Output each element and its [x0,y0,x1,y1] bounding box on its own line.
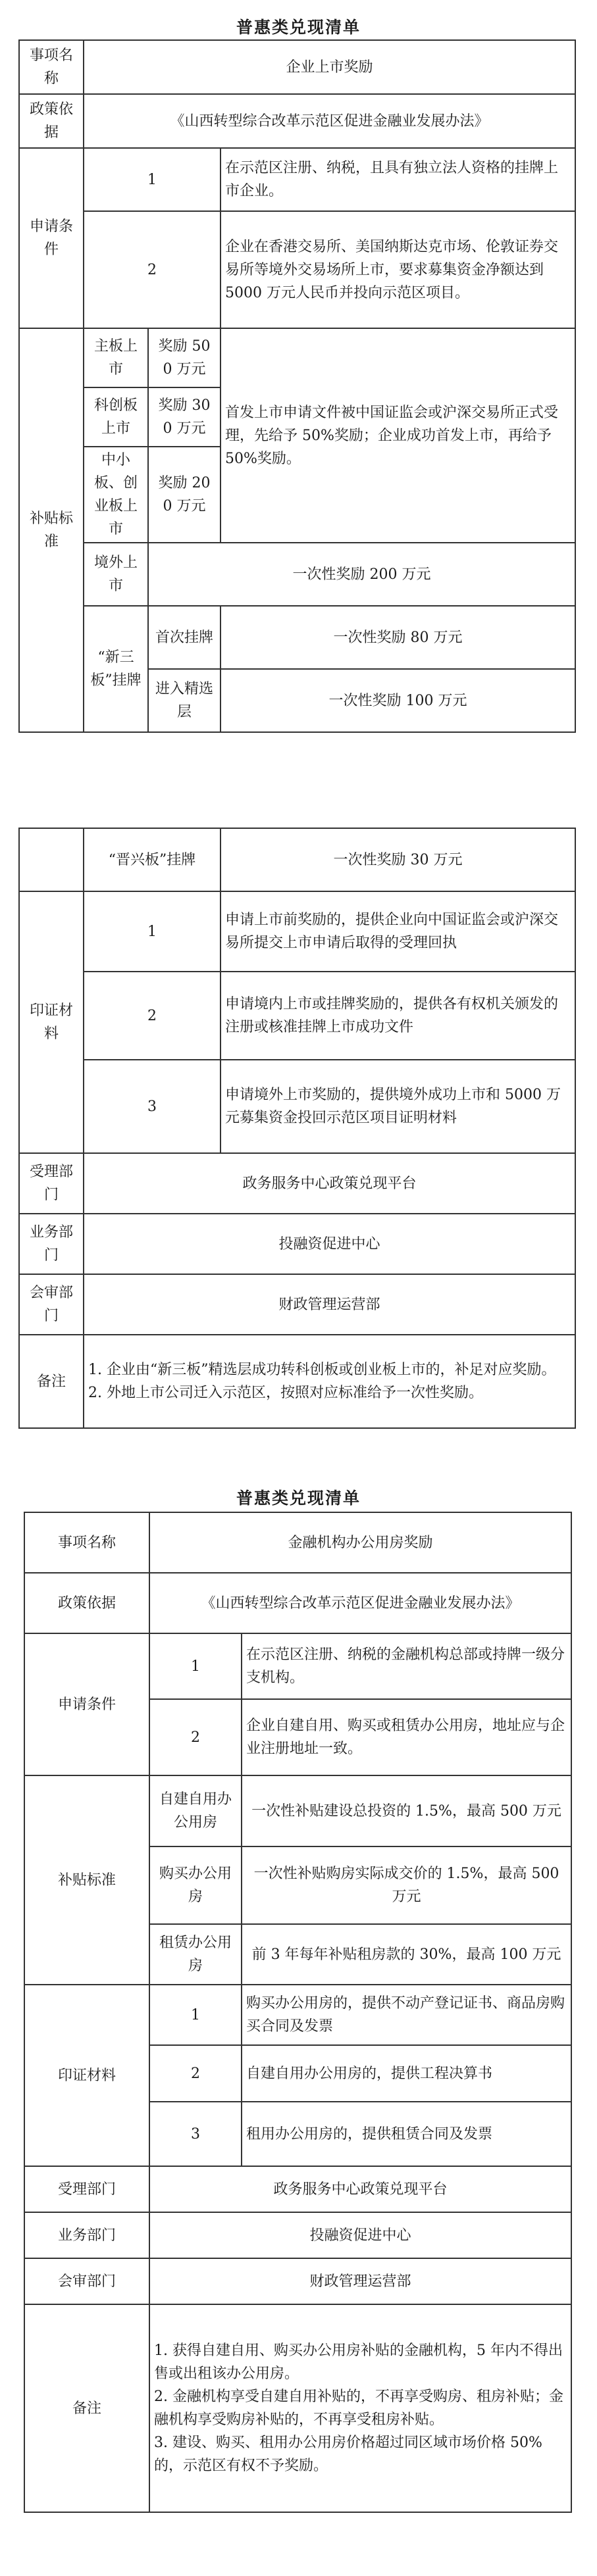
remarks-label: 备注 [19,1335,84,1428]
listing-amount: 奖励 20 0 万元 [148,447,221,543]
neeq-first-label: 首次挂牌 [148,606,221,669]
listing-amount: 奖励 30 0 万元 [148,387,221,447]
listing-type: 中小板、创业板上市 [84,447,148,543]
accepting-dept-value: 政务服务中心政策兑现平台 [84,1153,575,1214]
doc-text: 申请境外上市奖励的，提供境外成功上市和 5000 万元募集资金投回示范区项目证明材料 [221,1060,575,1153]
page-title: 普惠类兑现清单 [236,1489,361,1508]
doc-number: 1 [84,891,221,972]
blank-cell [19,828,84,891]
doc-text: 租用办公用房的，提供租赁合同及发票 [242,2102,571,2166]
policy-basis-label: 政策依据 [24,1573,149,1633]
remarks-text [149,2304,571,2512]
accepting-dept-label: 受理部门 [19,1153,84,1214]
condition-text: 企业自建自用、购买或租赁办公用房，地址应与企业注册地址一致。 [242,1699,571,1775]
jinxing-listing-amount: 一次性奖励 30 万元 [221,828,575,891]
doc-number: 3 [149,2102,242,2166]
listing-type: 科创板上市 [84,387,148,447]
condition-number: 1 [84,148,221,211]
audit-dept-value: 财政管理运营部 [84,1274,575,1335]
doc-number: 1 [149,1985,242,2045]
conditions-label: 申请条件 [19,148,84,328]
subsidy-type: 购买办公用房 [149,1846,242,1924]
supporting-docs-label: 印证材料 [19,891,84,1153]
jinxing-listing-label: “晋兴板”挂牌 [84,828,221,891]
listing-reward-description: 首发上市申请文件被中国证监会或沪深交易所正式受理，先给予 50%奖励；企业成功首发上市，再给予 50%奖励。 [221,328,575,543]
doc-text: 自建自用办公用房的，提供工程决算书 [242,2045,571,2102]
listing-amount: 奖励 50 0 万元 [148,328,221,387]
conditions-label: 申请条件 [24,1633,149,1775]
business-dept-value: 投融资促进中心 [149,2212,571,2258]
condition-text: 在示范区注册、纳税，且具有独立法人资格的挂牌上市企业。 [221,148,575,211]
condition-text: 在示范区注册、纳税的金融机构总部或持牌一级分支机构。 [242,1633,571,1699]
business-dept-label: 业务部门 [19,1214,84,1274]
accepting-dept-label: 受理部门 [24,2166,149,2212]
subsidy-table-office [24,1512,572,2513]
remark-item: 2. 金融机构享受自建自用补贴的，不再享受购房、租房补贴；金融机构享受购房补贴的，不再享受租房补贴。 [154,2389,563,2428]
subsidy-amount: 前 3 年每年补贴租房款的 30%，最高 100 万元 [242,1924,571,1985]
doc-text: 申请上市前奖励的，提供企业向中国证监会或沪深交易所提交上市申请后取得的受理回执 [221,891,575,972]
audit-dept-label: 会审部门 [24,2258,149,2304]
doc-text: 申请境内上市或挂牌奖励的，提供各有权机关颁发的注册或核准挂牌上市成功文件 [221,972,575,1060]
policy-basis-value: 《山西转型综合改革示范区促进金融业发展办法》 [84,94,575,148]
supporting-docs-label: 印证材料 [24,1985,149,2166]
doc-number: 3 [84,1060,221,1153]
policy-basis-value: 《山西转型综合改革示范区促进金融业发展办法》 [149,1573,571,1633]
subsidy-amount: 一次性补贴购房实际成交价的 1.5%，最高 500 万元 [242,1846,571,1924]
subsidy-type: 租赁办公用房 [149,1924,242,1985]
item-name-label: 事项名称 [19,40,84,94]
condition-number: 2 [84,211,221,328]
item-name-label: 事项名称 [24,1512,149,1573]
subsidy-standard-label: 补贴标准 [24,1775,149,1985]
neeq-select-label: 进入精选层 [148,669,221,732]
subsidy-standard-label: 补贴标准 [19,328,84,732]
subsidy-type: 自建自用办公用房 [149,1775,242,1846]
condition-number: 2 [149,1699,242,1775]
remarks-label: 备注 [24,2304,149,2512]
subsidy-table-listing [18,39,576,733]
accepting-dept-value: 政务服务中心政策兑现平台 [149,2166,571,2212]
condition-number: 1 [149,1633,242,1699]
remark-item: 2. 外地上市公司迁入示范区，按照对应标准给予一次性奖励。 [88,1385,483,1401]
doc-text: 购买办公用房的，提供不动产登记证书、商品房购买合同及发票 [242,1985,571,2045]
audit-dept-value: 财政管理运营部 [149,2258,571,2304]
listing-type: 主板上市 [84,328,148,387]
doc-number: 2 [149,2045,242,2102]
neeq-listing-label: “新三板”挂牌 [84,606,148,732]
overseas-listing-label: 境外上市 [84,543,148,606]
audit-dept-label: 会审部门 [19,1274,84,1335]
item-name-value: 金融机构办公用房奖励 [149,1512,571,1573]
doc-number: 2 [84,972,221,1060]
neeq-select-amount: 一次性奖励 100 万元 [221,669,575,732]
policy-basis-label: 政策依据 [19,94,84,148]
remarks-text [84,1335,575,1428]
business-dept-label: 业务部门 [24,2212,149,2258]
item-name-value: 企业上市奖励 [84,40,575,94]
condition-text: 企业在香港交易所、美国纳斯达克市场、伦敦证券交易所等境外交易场所上市，要求募集资金净额达到 5000 万元人民币并投向示范区项目。 [221,211,575,328]
subsidy-amount: 一次性补贴建设总投资的 1.5%，最高 500 万元 [242,1775,571,1846]
neeq-first-amount: 一次性奖励 80 万元 [221,606,575,669]
overseas-listing-amount: 一次性奖励 200 万元 [148,543,575,606]
remark-item: 1. 企业由“新三板”精选层成功转科创板或创业板上市的，补足对应奖励。 [88,1362,556,1378]
subsidy-table-listing-continued [18,828,576,1429]
page-title: 普惠类兑现清单 [236,18,361,37]
remark-item: 3. 建设、购买、租用办公用房价格超过同区域市场价格 50%的，示范区有权不予奖励。 [154,2435,542,2474]
remark-item: 1. 获得自建自用、购买办公用房补贴的金融机构，5 年内不得出售或出租该办公用房。 [154,2342,563,2382]
business-dept-value: 投融资促进中心 [84,1214,575,1274]
